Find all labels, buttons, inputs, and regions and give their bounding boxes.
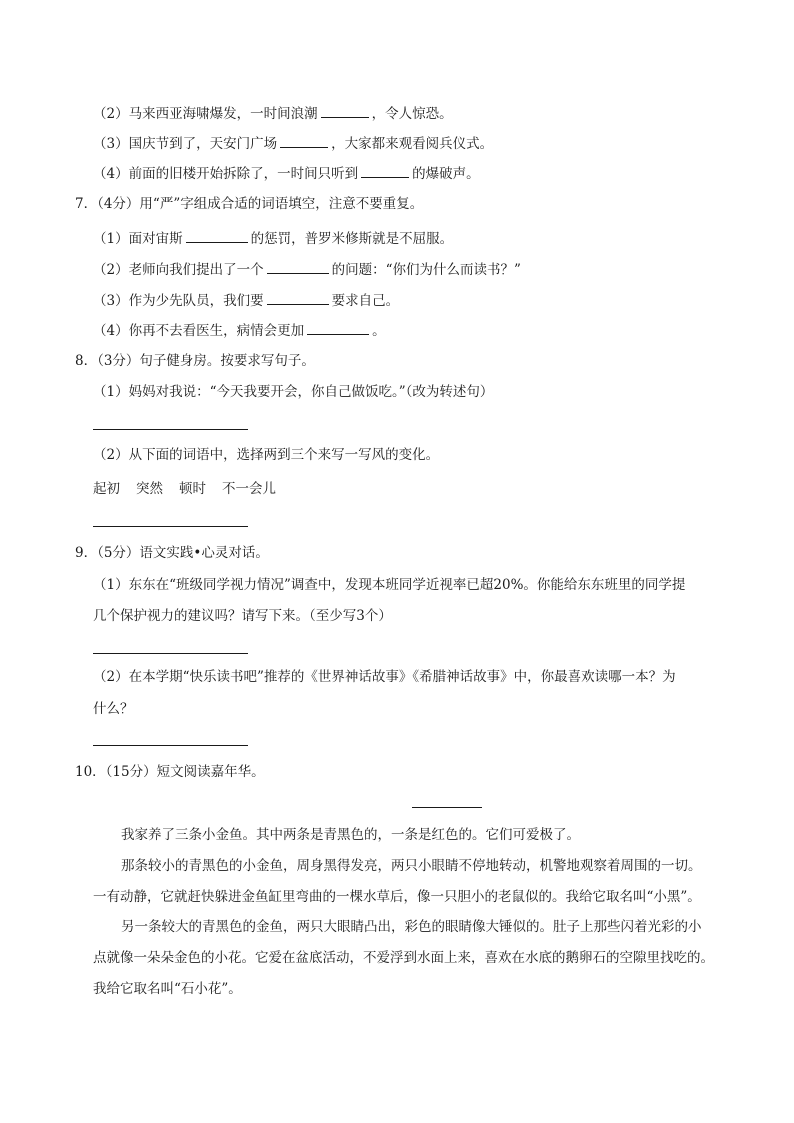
passage-paragraph-3-line-3: 我给它取名叫“石小花”。 (93, 981, 242, 997)
passage-paragraph-3-line-1: 另一条较大的青黑色的金鱼，两只大眼睛凸出，彩色的眼睛像大锤似的。肚子上那些闪着光彩的小 (121, 919, 702, 935)
q6-item-4-text-after: 的爆破声。 (412, 166, 480, 182)
q8-word: 顿时 (179, 481, 206, 497)
q9-heading: 9．（5分）语文实践•心灵对话。 (75, 545, 269, 561)
q8-item-2-answer-line[interactable] (93, 526, 248, 527)
passage-paragraph-1: 我家养了三条小金鱼。其中两条是青黑色的，一条是红色的。它们可爱极了。 (121, 827, 580, 843)
q6-item-4-blank[interactable] (361, 163, 409, 178)
q7-item-2-text-before: （2）老师向我们提出了一个 (93, 262, 264, 278)
q7-item-4-text-before: （4）你再不去看医生，病情会更加 (93, 323, 305, 339)
q9-item-1-line-2: 几个保护视力的建议吗？请写下来。（至少写3个） (93, 608, 392, 624)
q8-word: 不一会儿 (222, 481, 276, 497)
passage-paragraph-2-line-2: 一有动静，它就赶快躲进金鱼缸里弯曲的一棵水草后，像一只胆小的老鼠似的。我给它取名叫“小黑”。 (93, 889, 701, 905)
q7-item-1-blank[interactable] (186, 228, 248, 243)
q7-item-2-blank[interactable] (267, 259, 329, 274)
q7-item-1-text-before: （1）面对宙斯 (93, 231, 183, 247)
q9-item-2-line-1: （2）在本学期“快乐读书吧”推荐的《世界神话故事》《希腊神话故事》中，你最喜欢读哪一本？为 (93, 669, 676, 685)
q8-item-1: （1）妈妈对我说：“今天我要开会，你自己做饭吃。”（改为转述句） (93, 384, 494, 400)
q8-item-2: （2）从下面的词语中，选择两到三个来写一写风的变化。 (93, 447, 440, 463)
q6-item-4 (93, 163, 480, 184)
passage-paragraph-3-line-2: 点就像一朵朵金色的小花。它爱在盆底活动，不爱浮到水面上来，喜欢在水底的鹅卵石的空隙里找吃的。 (93, 950, 714, 966)
q10-heading: 10．（15分）短文阅读嘉年华。 (75, 764, 265, 780)
q8-word-list (93, 479, 292, 499)
q9-item-1-line-1: （1）东东在“班级同学视力情况”调查中，发现本班同学近视率已超20%。你能给东东班里的同学提 (93, 577, 686, 593)
q9-item-1-answer-line[interactable] (93, 653, 248, 654)
q8-word: 起初 (93, 481, 120, 497)
q6-item-3-blank[interactable] (280, 133, 328, 148)
q7-item-3-text-before: （3）作为少先队员，我们要 (93, 293, 264, 309)
q6-item-4-text-before: （4）前面的旧楼开始拆除了，一时间只听到 (93, 166, 359, 182)
q9-item-2-line-2: 什么？ (93, 701, 134, 717)
q6-item-2-blank[interactable] (321, 103, 369, 118)
q6-item-3-text-before: （3）国庆节到了，天安门广场 (93, 136, 278, 152)
q7-item-1-text-after: 的惩罚，普罗米修斯就是不屈服。 (250, 231, 454, 247)
q7-item-4 (93, 320, 386, 341)
q6-item-2-text-after: ，令人惊恐。 (371, 106, 453, 122)
q6-item-3-text-after: ，大家都来观看阅兵仪式。 (331, 136, 494, 152)
q6-item-2 (93, 103, 453, 124)
q7-item-4-text-after: 。 (372, 323, 386, 339)
q7-item-3-text-after: 要求自己。 (331, 293, 400, 309)
q8-heading: 8．（3分）句子健身房。按要求写句子。 (75, 353, 315, 369)
q6-item-3 (93, 133, 493, 154)
q6-item-2-text-before: （2）马来西亚海啸爆发，一时间浪潮 (93, 106, 318, 122)
q9-item-2-answer-line[interactable] (93, 745, 248, 746)
q7-item-3 (93, 290, 399, 311)
q7-heading: 7．（4分）用“严”字组成合适的词语填空，注意不要重复。 (75, 196, 424, 212)
passage-title-blank[interactable] (412, 807, 482, 808)
q7-item-1 (93, 228, 453, 249)
q8-item-1-answer-line[interactable] (93, 429, 248, 430)
q8-word: 突然 (136, 481, 163, 497)
passage-paragraph-2-line-1: 那条较小的青黑色的小金鱼，周身黑得发亮，两只小眼睛不停地转动，机警地观察着周围的一切。 (121, 858, 702, 874)
q7-item-3-blank[interactable] (267, 290, 329, 305)
q7-item-2-text-after: 的问题：“你们为什么而读书？” (331, 262, 521, 278)
q7-item-2 (93, 259, 521, 280)
q7-item-4-blank[interactable] (307, 320, 369, 335)
